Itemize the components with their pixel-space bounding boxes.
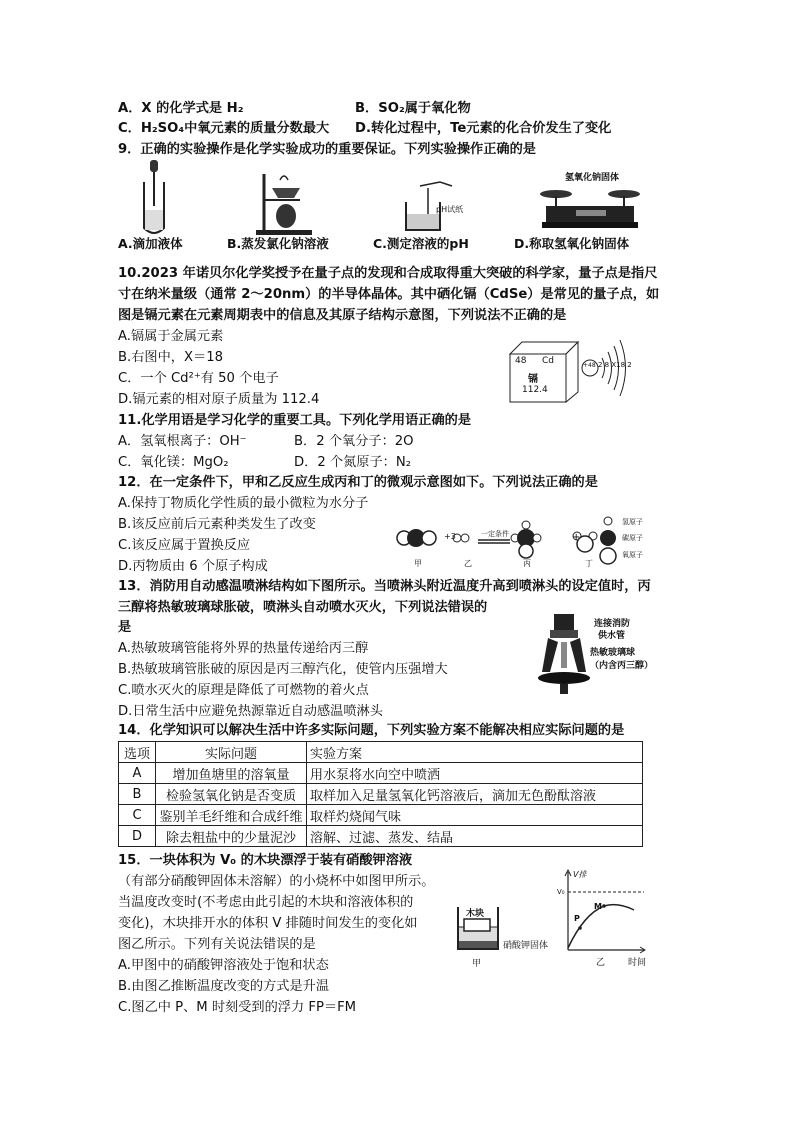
q11-option-c: C．氧化镁：MgO₂ xyxy=(118,455,229,470)
q9-stem: 9．正确的实验操作是化学实验成功的重要保证。下列实验操作正确的是 xyxy=(118,142,536,157)
q10-line1: 10.2023 年诺贝尔化学奖授予在量子点的发现和合成取得重大突破的科学家，量子点是指尺 xyxy=(118,266,658,281)
table-cell: 鉴别羊毛纤维和合成纤维 xyxy=(156,805,307,826)
sprinkler-label-glycerol: （内含丙三醇） xyxy=(590,661,654,671)
q12-option-b: B.该反应前后元素种类发生了改变 xyxy=(118,517,316,532)
q14-table xyxy=(118,741,643,847)
q13-option-a: A.热敏玻璃管能将外界的热量传递给丙三醇 xyxy=(118,641,369,656)
table-cell: 检验氢氧化钠是否变质 xyxy=(156,784,307,805)
table-header: 实验方案 xyxy=(307,742,643,763)
atom-nucleus: +48 xyxy=(583,362,596,369)
v0-label: V₀ xyxy=(557,888,565,896)
q15-line4: 变化)，木块排开水的体积 V 排随时间发生的变化如 xyxy=(118,916,418,931)
wood-label: 木块 xyxy=(466,909,485,919)
q10-line3: 图是镉元素在元素周期表中的信息及其原子结构示意图，下列说法不正确的是 xyxy=(118,308,567,323)
evaporation-figure xyxy=(250,170,318,236)
dropper-figure xyxy=(130,160,180,236)
table-cell: 除去粗盐中的少量泥沙 xyxy=(156,826,307,847)
q13-line1: 13．消防用自动感温喷淋结构如下图所示。当喷淋头附近温度升高到喷淋头的设定值时，丙 xyxy=(118,579,651,594)
q13-line2: 三醇将热敏玻璃球胀破，喷淋头自动喷水灭火，下列说法错误的 xyxy=(118,600,488,615)
plus3-text: +3 xyxy=(444,532,456,541)
volume-time-graph xyxy=(560,868,646,954)
q10-option-b: B.右图中，X＝18 xyxy=(118,350,223,365)
balance-figure xyxy=(536,184,646,234)
yi-label: 乙 xyxy=(596,958,606,968)
q8-option-d: D.转化过程中，Te元素的化合价发生了变化 xyxy=(355,121,612,136)
table-cell: D xyxy=(119,826,156,847)
q11-stem: 11.化学用语是学习化学的重要工具。下列化学用语正确的是 xyxy=(118,413,472,428)
reaction-diagram xyxy=(394,514,629,568)
q10-option-a: A.镉属于金属元素 xyxy=(118,329,224,344)
label-ding: 丁 xyxy=(585,559,593,568)
q15-line2: （有部分硝酸钾固体未溶解）的小烧杯中如图甲所示。 xyxy=(118,874,435,889)
cell-number: 48 xyxy=(515,356,527,366)
solid-label: 硝酸钾固体 xyxy=(503,941,549,951)
table-header: 实际问题 xyxy=(156,742,307,763)
label-jia: 甲 xyxy=(414,559,422,568)
q12-stem: 12．在一定条件下，甲和乙反应生成丙和丁的微观示意图如下。下列说法正确的是 xyxy=(118,475,598,490)
q15-option-b: B.由图乙推断温度改变的方式是升温 xyxy=(118,979,330,994)
condition-text: 一定条件 xyxy=(481,530,509,538)
ph-paper-label: pH试纸 xyxy=(436,205,464,214)
table-cell: C xyxy=(119,805,156,826)
q10-option-d: D.镉元素的相对原子质量为 112.4 xyxy=(118,392,320,407)
legend-c: 碳原子 xyxy=(622,534,643,542)
table-header: 选项 xyxy=(119,742,156,763)
q12-option-a: A.保持丁物质化学性质的最小微粒为水分子 xyxy=(118,496,369,511)
table-row xyxy=(119,826,643,847)
q8-option-b: B．SO₂属于氧化物 xyxy=(355,101,471,116)
label-bing: 丙 xyxy=(523,559,531,568)
q9-caption-d: D.称取氢氧化钠固体 xyxy=(514,236,630,251)
q12-option-c: C.该反应属于置换反应 xyxy=(118,538,251,553)
p-label: P xyxy=(574,914,580,923)
q8-option-c: C．H₂SO₄中氧元素的质量分数最大 xyxy=(118,121,330,136)
sprinkler-label-bulb: 热敏玻璃球 xyxy=(590,648,636,658)
q13-option-c: C.喷水灭火的原理是降低了可燃物的着火点 xyxy=(118,683,369,698)
table-row xyxy=(119,763,643,784)
q10-line2: 寸在纳米量级（通常 2～20nm）的半导体晶体。其中硒化镉（CdSe）是常见的量子点，如 xyxy=(118,287,660,302)
q15-line5: 图乙所示。下列有关说法错误的是 xyxy=(118,937,316,952)
table-row xyxy=(119,784,643,805)
q8-option-a: A．X 的化学式是 H₂ xyxy=(118,101,244,116)
q13-option-d: D.日常生活中应避免热源靠近自动感温喷淋头 xyxy=(118,704,383,719)
label-yi: 乙 xyxy=(464,559,472,568)
sprinkler-figure xyxy=(536,614,596,696)
table-row xyxy=(119,805,643,826)
q15-option-c: C.图乙中 P、M 时刻受到的浮力 FP＝FM xyxy=(118,1000,357,1015)
table-cell: 用水泵将水向空中喷洒 xyxy=(307,763,643,784)
q15-option-a: A.甲图中的硝酸钾溶液处于饱和状态 xyxy=(118,958,329,973)
table-cell: 溶解、过滤、蒸发、结晶 xyxy=(307,826,643,847)
cell-name: 镉 xyxy=(528,374,538,385)
q14-stem: 14．化学知识可以解决生活中许多实际问题，下列实验方案不能解决相应实际问题的是 xyxy=(118,723,625,738)
q11-option-b: B．2 个氧分子：2O xyxy=(294,434,414,449)
table-cell: 取样加入足量氢氧化钙溶液后，滴加无色酚酞溶液 xyxy=(307,784,643,805)
plus-sign: + xyxy=(572,532,581,543)
axis-y-label: V排 xyxy=(573,870,587,879)
table-header-row xyxy=(119,742,643,763)
q13-option-b: B.热敏玻璃管胀破的原因是丙三醇汽化，使管内压强增大 xyxy=(118,662,448,677)
q9-caption-b: B.蒸发氯化钠溶液 xyxy=(227,236,329,251)
table-cell: B xyxy=(119,784,156,805)
q10-option-c: C．一个 Cd²⁺有 50 个电子 xyxy=(118,371,279,386)
cell-mass: 112.4 xyxy=(522,385,548,395)
q11-option-a: A．氢氧根离子：OH⁻ xyxy=(118,434,247,449)
q11-option-d: D．2 个氮原子：N₂ xyxy=(294,455,412,470)
m-label: M xyxy=(594,902,602,911)
naoh-solid-label: 氢氧化钠固体 xyxy=(565,173,620,183)
legend-o: 氧原子 xyxy=(622,551,643,559)
table-cell: 取样灼烧闻气味 xyxy=(307,805,643,826)
cell-symbol: Cd xyxy=(542,356,554,366)
q9-caption-a: A.滴加液体 xyxy=(118,236,183,251)
axis-x-label: 时间 xyxy=(628,958,647,968)
table-cell: 增加鱼塘里的溶氧量 xyxy=(156,763,307,784)
jia-label: 甲 xyxy=(472,959,482,969)
q9-caption-c: C.测定溶液的pH xyxy=(373,236,469,251)
table-cell: A xyxy=(119,763,156,784)
q15-line3: 当温度改变时(不考虑由此引起的木块和溶液体积的 xyxy=(118,895,414,910)
q13-line3: 是 xyxy=(118,620,132,635)
q12-option-d: D.丙物质由 6 个原子构成 xyxy=(118,559,268,574)
sprinkler-label-pipe-2: 供水管 xyxy=(598,631,626,641)
q15-line1: 15．一块体积为 V₀ 的木块漂浮于装有硝酸钾溶液 xyxy=(118,853,413,868)
sprinkler-label-pipe-1: 连接消防 xyxy=(594,619,631,629)
legend-h: 氢原子 xyxy=(622,518,643,526)
atom-shells: 2 8 X18 2 xyxy=(598,361,632,369)
